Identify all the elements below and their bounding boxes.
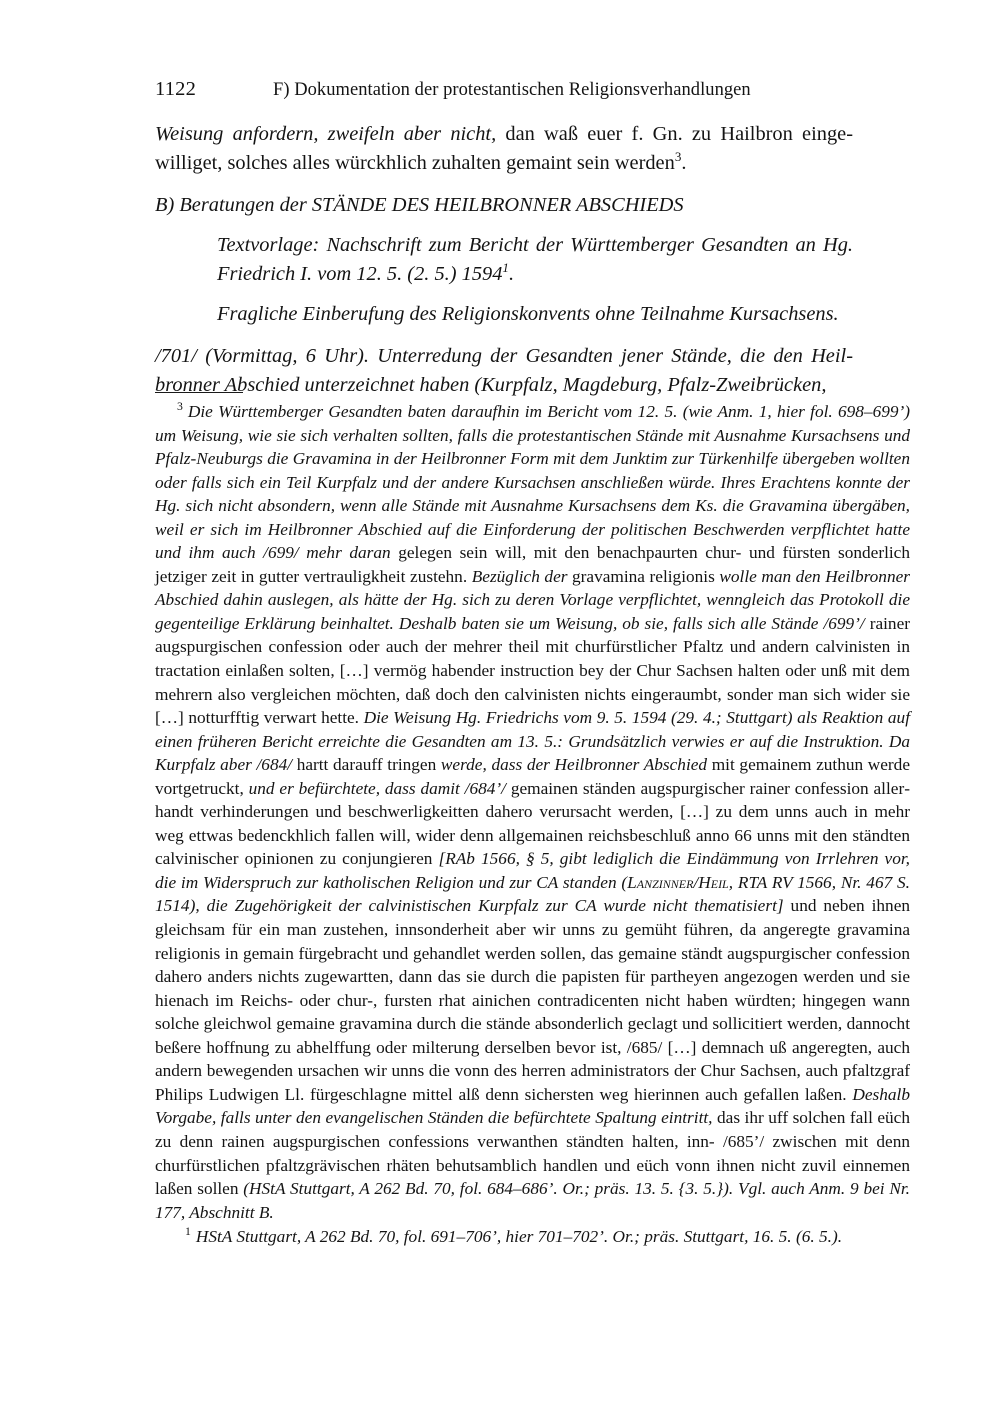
textvorlage-period: . <box>508 263 515 286</box>
lead-paragraph <box>155 120 853 179</box>
textvorlage-text: Textvorlage: Nachschrift zum Bericht der Württemberger Gesandten an Hg. Friedrich I. vom 12. 5. (2. 5.) 1594 <box>217 233 853 286</box>
footnote-area <box>155 400 910 1249</box>
text-run-italic: , RTA RV 1566, Nr. 467 S. 1514), die Zugehörigkeit der calvinistischen Kurpfalz zur CA wurde nicht thematisiert] <box>155 872 911 916</box>
text-run-italic: Die Württemberger Gesandten baten daraufhin im Bericht vom 12. 5. (wie Anm. 1, hier fol. 698–699’) um Weisung, wie sie sich verhalten sollten, falls die protestantischen Stände mit Ausnahme Kursachsens und Pfalz-Neuburgs die Gravamina in der Heilbronner Form mit dem Junktim zur Türkenhilfe übergeben wollten oder falls sich ein Teil Kurpfalz und der andere Kursachsen anschließen würde. Ihres Erachtens konnte der Hg. sich nicht absondern, wenn alle Stände mit Ausnahme Kursachsens dem Ks. die Gravamina übergäben, weil er sich im Heilbronner Abschied auf die Einforderung der politischen Beschwerden verpflichtet hatte und ihm auch /699/ mehr daran <box>155 402 910 563</box>
text-run-roman: gelegen sein will, mit den benachpaurten chur- und fürsten sonderlich jetziger zeit in gutter vertrauligkheit zustehn. <box>155 543 910 586</box>
lead-roman-text: dan waß euer f. Gn. zu Hailbron eingewilliget, solches alles würckhlich zuhalten gemaint sein werden <box>155 123 853 175</box>
footnote-separator-rule <box>155 392 243 393</box>
footnote-1-text <box>196 1227 842 1246</box>
text-run-italic: wolle man den Heilbronner Abschied dahin auslegen, als hätte der Hg. sich zu deren Vorlage verpflichtet, wenngleich das Protokoll die gegenteilige Erklärung beinhaltet. Deshalb baten sie um Weisung, ob sie, falls sich alle Stände /699’/ <box>155 566 910 633</box>
text-run-roman: und neben ihnen gleichsam für ein man zustehen, innsonderheit aber wir unns zu gemüht führen, da angeregte gravamina religionis in gemain fürgebracht und gehandlet werden sollen, das gemaine ständt augspurgischer confession dahero anders nichts zugewartten, dann das sie durch die papisten für partheyen angezogen werden und sie hienach im Reichs- oder chur-, fursten rhat ainichen contradicenten nicht haben würdten; hingegen wann solche gleichwol gemaine gravamina durch die stände absonderlich geclagt und sollicitiert werden, dannocht beßere hoffnung zu abhelffung oder milterung derselben bevor ist, /685/ […] demnach uß angeregten, auch andern bewegenden ursachen wir unns die vonn des herren administrators der Chur Sachsen, auch pfaltzgraf Philips Ludwigen Ll. fürgeschlagne mittel alß denn sichersten weg hierinnen auch gefallen laßen. <box>155 896 911 1104</box>
text-run-smallcaps: Lanzinner/Heil <box>627 872 729 892</box>
text-run-italic: (HStA Stuttgart, A 262 Bd. 70, fol. 684–686’. Or.; präs. 13. 5. {3. 5.}). Vgl. auch Anm. 9 bei Nr. 177, Abschnitt B. <box>155 1179 911 1222</box>
running-head-title: F) Dokumentation der protestantischen Religionsverhandlungen <box>273 80 751 100</box>
text-run-roman: mit gemainem zuthun werde vortgetruckt, <box>155 755 910 798</box>
footnote-ref-1[interactable]: 1 <box>502 260 509 276</box>
text-run-roman: gemainen ständen augspurgischer rainer confession allerhandt verhinderungen und beschwerligkeitten dahero verursacht werden, […] zu dem unns auch in mehr weg ettwas bedenckhlich fallen will, wider denn allgemainen reichsbeschluß anno 66 unns mit den ständten calvinischer opinionen zu conjungieren <box>155 778 910 869</box>
text-run-italic: und er befürchtete, dass damit /684’/ <box>248 778 506 798</box>
text-run-roman: hartt darauff tringen <box>292 755 441 775</box>
text-run-italic: Deshalb Vorgabe, falls unter den evangelischen Ständen die befürchtete Spaltung eintritt, <box>155 1084 910 1128</box>
footnote-1 <box>155 1225 910 1249</box>
footnote-3-text <box>155 402 910 1222</box>
footnote-1-marker: 1 <box>185 1225 191 1239</box>
text-run-roman: das ihr uff solchen fall eüch zu denn rainen augspurgischen confessions verwanthen ständten halten, inn- /685’/ zwischen mit denn churfürstlichen pfaltzgrävischen rhäten behutsamblich handlen und eüch vonn ihnen nicht zuvil einnemen laßen sollen <box>155 1108 910 1199</box>
text-run-roman: rainer augspurgischen confession oder auch der mehrer theil mit churfürstlicher Pfaltz und andern calvinisten in tractation einlaßen solten, […] vermög habender instruction bey der Chur Sachsen halten oder unß mit dem mehrern also vergleichen möchten, daß doch den calvinisten nichts eingeraumbt, sonder man sich wider sie […] notturfftig verwart hette. <box>155 613 910 728</box>
main-paragraph: /701/ (Vormittag, 6 Uhr). Unterredung der Gesandten jener Stände, die den Heilbronner Abschied unterzeichnet haben (Kurpfalz, Magdeburg, Pfalz-Zweibrücken, <box>155 344 853 397</box>
text-run-italic: [RAb 1566, § 5, gibt lediglich die Eindämmung von Irrlehren vor, die im Widerspruch zur katholischen Religion und zur CA standen ( <box>155 849 910 892</box>
body-text <box>155 120 853 400</box>
regest-line: Fragliche Einberufung des Religionskonvents ohne Teilnahme Kursachsens. <box>217 303 839 326</box>
running-head <box>155 78 855 101</box>
section-heading <box>155 191 853 220</box>
lead-period: . <box>681 152 687 175</box>
lead-italic-phrase: Weisung anfordern, zweifeln aber nicht, <box>155 123 497 145</box>
textvorlage-note <box>217 231 853 290</box>
footnote-3-marker: 3 <box>177 400 183 414</box>
text-run-italic: Bezüglich der <box>471 566 568 586</box>
section-heading-prefix: B) Beratungen der <box>155 193 312 216</box>
section-heading-caps: STÄNDE DES HEILBRONNER ABSCHIEDS <box>311 193 684 216</box>
text-run-italic: HStA Stuttgart, A 262 Bd. 70, fol. 691–706’, hier 701–702’. Or.; präs. Stuttgart, 16. 5. (6. 5.). <box>195 1227 843 1247</box>
footnote-3 <box>155 400 910 1224</box>
text-run-roman: gravamina religionis <box>567 566 720 586</box>
page-number: 1122 <box>155 78 197 100</box>
text-run-italic: werde, dass der Heilbronner Abschied <box>440 755 708 775</box>
text-run-italic: Die Weisung Hg. Friedrichs vom 9. 5. 1594 (29. 4.; Stuttgart) als Reaktion auf einen früheren Bericht erreichte die Gesandten am 13. 5.: Grundsätzlich verwies er auf die Instruktion. Da Kurpfalz aber /684/ <box>155 708 910 775</box>
footnote-ref-3[interactable]: 3 <box>674 149 682 165</box>
